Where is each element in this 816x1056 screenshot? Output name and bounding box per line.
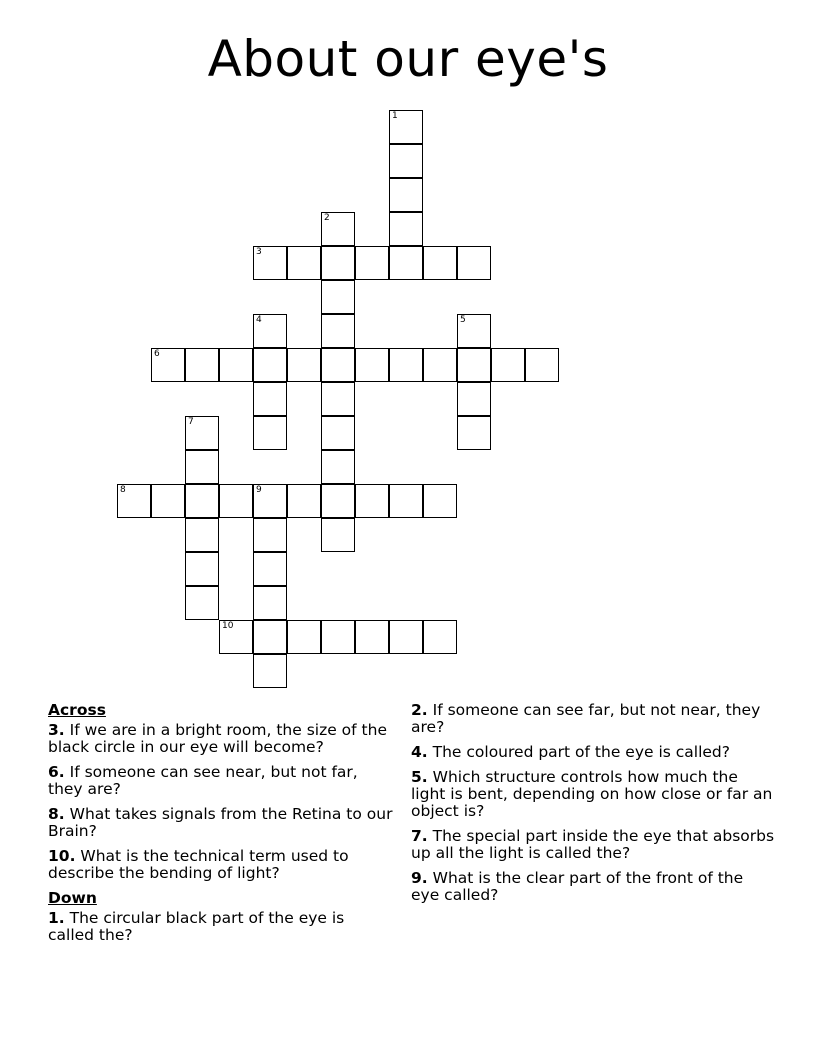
grid-cell[interactable] <box>253 246 287 280</box>
clue-across-8 <box>48 806 393 840</box>
down-heading: Down <box>48 889 97 907</box>
grid-cell[interactable] <box>321 484 355 518</box>
clue-number: 2. <box>411 701 428 719</box>
clue-number: 3. <box>48 721 65 739</box>
clue-text: If someone can see far, but not near, they are? <box>411 701 761 736</box>
clue-down-7 <box>411 828 776 862</box>
grid-cell[interactable] <box>151 484 185 518</box>
grid-cell[interactable] <box>389 144 423 178</box>
grid-cell[interactable] <box>457 348 491 382</box>
grid-cell[interactable] <box>185 518 219 552</box>
grid-cell[interactable] <box>457 382 491 416</box>
grid-cell[interactable] <box>219 348 253 382</box>
grid-cell[interactable] <box>321 382 355 416</box>
grid-cell[interactable] <box>321 348 355 382</box>
grid-cell[interactable] <box>491 348 525 382</box>
clue-number: 5. <box>411 768 428 786</box>
grid-cell[interactable] <box>525 348 559 382</box>
clue-number: 7. <box>411 827 428 845</box>
grid-cell[interactable] <box>321 450 355 484</box>
grid-cell[interactable] <box>253 620 287 654</box>
grid-cell[interactable] <box>287 348 321 382</box>
grid-cell[interactable] <box>389 620 423 654</box>
grid-cell[interactable] <box>287 620 321 654</box>
grid-cell[interactable] <box>355 348 389 382</box>
clue-down-5 <box>411 769 776 820</box>
grid-cell[interactable] <box>321 416 355 450</box>
grid-cell[interactable] <box>253 518 287 552</box>
clues-right-column <box>411 702 776 912</box>
grid-cell[interactable] <box>185 586 219 620</box>
clue-text: Which structure controls how much the light is bent, depending on how close or far an object is? <box>411 768 773 820</box>
grid-cell[interactable] <box>457 416 491 450</box>
clue-number-label: 8 <box>120 485 126 495</box>
grid-cell[interactable] <box>355 484 389 518</box>
clue-number-label: 1 <box>392 111 398 121</box>
grid-cell[interactable] <box>423 620 457 654</box>
clue-number: 9. <box>411 869 428 887</box>
clue-down-1 <box>48 910 393 944</box>
clue-number: 6. <box>48 763 65 781</box>
clue-number-label: 9 <box>256 485 262 495</box>
clue-text: If someone can see near, but not far, they are? <box>48 763 358 798</box>
grid-cell[interactable] <box>253 654 287 688</box>
clue-text: The special part inside the eye that absorbs up all the light is called the? <box>411 827 775 862</box>
grid-cell[interactable] <box>355 246 389 280</box>
grid-cell[interactable] <box>389 212 423 246</box>
clue-text: If we are in a bright room, the size of the black circle in our eye will become? <box>48 721 387 756</box>
grid-cell[interactable] <box>219 620 253 654</box>
grid-cell[interactable] <box>253 484 287 518</box>
clues-left-column <box>48 702 393 952</box>
grid-cell[interactable] <box>253 348 287 382</box>
grid-cell[interactable] <box>253 552 287 586</box>
clue-across-10 <box>48 848 393 882</box>
grid-cell[interactable] <box>321 212 355 246</box>
grid-cell[interactable] <box>457 246 491 280</box>
grid-cell[interactable] <box>321 518 355 552</box>
grid-cell[interactable] <box>219 484 253 518</box>
clue-number-label: 5 <box>460 315 466 325</box>
grid-cell[interactable] <box>117 484 151 518</box>
grid-cell[interactable] <box>321 246 355 280</box>
grid-cell[interactable] <box>389 484 423 518</box>
grid-cell[interactable] <box>253 382 287 416</box>
clue-number-label: 6 <box>154 349 160 359</box>
clue-across-3 <box>48 722 393 756</box>
clue-text: What is the clear part of the front of the eye called? <box>411 869 744 904</box>
grid-cell[interactable] <box>355 620 389 654</box>
grid-cell[interactable] <box>321 280 355 314</box>
grid-cell[interactable] <box>287 484 321 518</box>
clue-number: 8. <box>48 805 65 823</box>
clue-number-label: 4 <box>256 315 262 325</box>
clue-across-6 <box>48 764 393 798</box>
grid-cell[interactable] <box>185 552 219 586</box>
clue-down-4 <box>411 744 776 761</box>
across-heading: Across <box>48 701 106 719</box>
grid-cell[interactable] <box>321 314 355 348</box>
grid-cell[interactable] <box>423 348 457 382</box>
grid-cell[interactable] <box>185 450 219 484</box>
grid-cell[interactable] <box>321 620 355 654</box>
grid-cell[interactable] <box>151 348 185 382</box>
grid-cell[interactable] <box>253 314 287 348</box>
clue-number: 1. <box>48 909 65 927</box>
clue-text: What takes signals from the Retina to our Brain? <box>48 805 393 840</box>
clue-down-9 <box>411 870 776 904</box>
grid-cell[interactable] <box>389 110 423 144</box>
clue-text: The circular black part of the eye is called the? <box>48 909 345 944</box>
grid-cell[interactable] <box>185 348 219 382</box>
grid-cell[interactable] <box>423 484 457 518</box>
clue-number: 4. <box>411 743 428 761</box>
grid-cell[interactable] <box>423 246 457 280</box>
clue-number-label: 10 <box>222 621 234 631</box>
grid-cell[interactable] <box>389 178 423 212</box>
clue-text: The coloured part of the eye is called? <box>432 743 730 761</box>
clue-number-label: 7 <box>188 417 194 427</box>
grid-cell[interactable] <box>253 416 287 450</box>
grid-cell[interactable] <box>185 416 219 450</box>
clue-down-2 <box>411 702 776 736</box>
grid-cell[interactable] <box>389 246 423 280</box>
grid-cell[interactable] <box>253 586 287 620</box>
puzzle-title: About our eye's <box>207 30 609 88</box>
grid-cell[interactable] <box>185 484 219 518</box>
clue-text: What is the technical term used to describe the bending of light? <box>48 847 349 882</box>
grid-cell[interactable] <box>287 246 321 280</box>
clue-number: 10. <box>48 847 76 865</box>
grid-cell[interactable] <box>389 348 423 382</box>
grid-cell[interactable] <box>457 314 491 348</box>
clue-number-label: 2 <box>324 213 330 223</box>
clue-number-label: 3 <box>256 247 262 257</box>
